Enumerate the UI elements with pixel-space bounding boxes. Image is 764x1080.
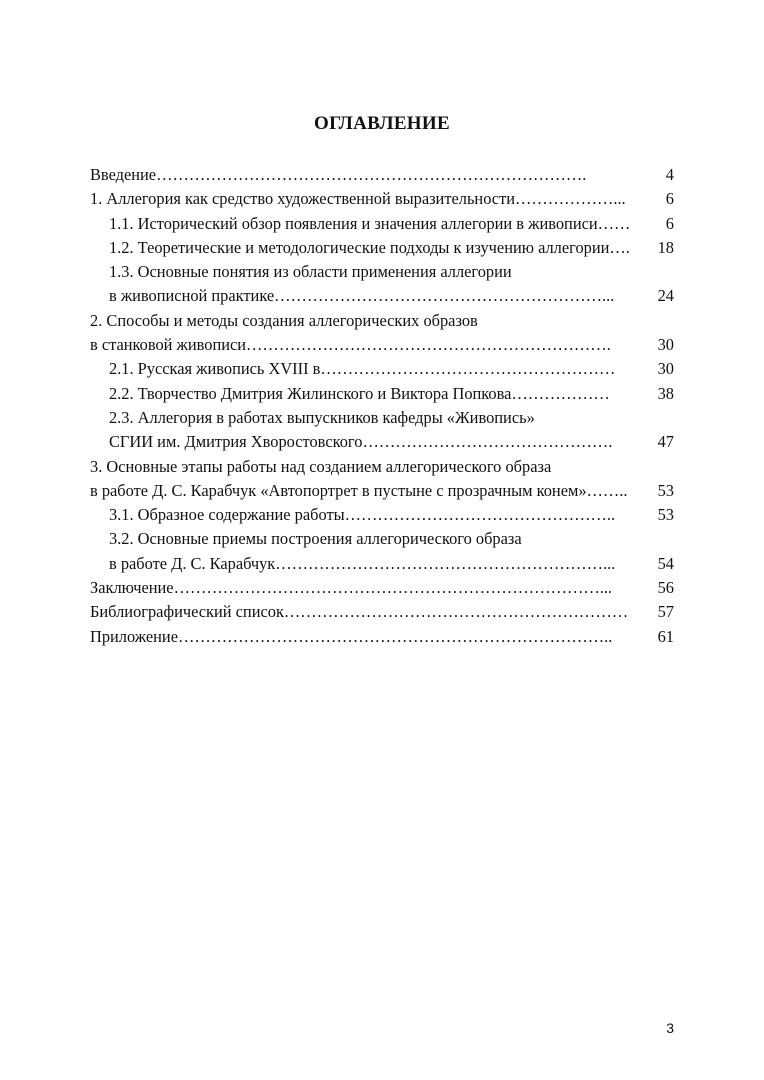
toc-entry [90,406,674,430]
toc-entry [90,552,674,576]
toc-entry-text: 3. Основные этапы работы над созданием аллегорического образа [90,456,552,476]
toc-entry-page: 30 [657,359,674,379]
toc-entry-text: 2.2. Творчество Дмитрия Жилинского и Виктора Попкова……………… [109,383,610,403]
toc-entry-text: 1.1. Исторический обзор появления и значения аллегории в живописи…… [109,213,631,233]
toc-entry-text: в живописной практике……………………………………………………... [109,286,615,306]
toc-entry-page: 53 [657,480,674,500]
toc-entry-text: 1.2. Теоретические и методологические подходы к изучению аллегории…. [109,237,630,257]
toc-entry [90,357,674,381]
toc-entry-page: 6 [665,189,674,209]
toc-entry-text: 3.1. Образное содержание работы………………………………………….. [109,505,616,525]
toc-entry-text: 1.3. Основные понятия из области применения аллегории [109,262,512,282]
toc-entry [90,236,674,260]
toc-entry-text: в работе Д. С. Карабчук……………………………………………………... [109,553,616,573]
toc-entry-page: 6 [665,213,674,233]
toc-entry-page: 56 [657,578,674,598]
toc-entry-page: 4 [665,165,674,184]
toc-entry-text: в станковой живописи…………………………………………………………. [90,335,611,355]
toc-entry-page: 57 [657,602,674,622]
toc-entry-page: 61 [657,626,674,646]
toc-entry [90,382,674,406]
toc-entry-text: Заключение……………………………………………………………………... [90,578,613,598]
toc-entry-text: в работе Д. С. Карабчук «Автопортрет в пустыне с прозрачным конем»…….. [90,480,628,500]
table-of-contents [90,163,674,649]
toc-entry [90,309,674,333]
toc-entry-text: 2.1. Русская живопись XVIII в……………………………………………… [109,359,616,379]
toc-entry-text: 3.2. Основные приемы построения аллегорического образа [109,529,522,549]
toc-entry-page: 54 [657,553,674,573]
toc-entry-text: СГИИ им. Дмитрия Хворостовского………………………………………. [109,432,613,452]
toc-entry-text: 2.3. Аллегория в работах выпускников кафедры «Живопись» [109,407,535,427]
toc-entry [90,527,674,551]
toc-entry-page: 24 [657,286,674,306]
toc-entry-text: Библиографический список……………………………………………………… [90,602,629,622]
page-title: ОГЛАВЛЕНИЕ [314,113,450,134]
toc-entry [90,503,674,527]
toc-entry-page: 18 [657,237,674,257]
toc-entry [90,576,674,600]
toc-entry-page: 47 [657,432,674,452]
toc-entry [90,430,674,454]
toc-entry [90,284,674,308]
toc-entry [90,333,674,357]
toc-entry-page: 53 [657,505,674,525]
toc-entry [90,625,674,649]
toc-entry [90,212,674,236]
toc-entry [90,163,674,187]
toc-entry-text: 1. Аллегория как средство художественной выразительности………………... [90,189,626,209]
toc-entry-text: Приложение…………………………………………………………………….. [90,626,613,646]
toc-entry [90,479,674,503]
toc-entry-page: 38 [657,383,674,403]
toc-entry-page: 30 [657,335,674,355]
toc-entry-text: Введение……………………………………………………………………. [90,165,587,184]
toc-entry [90,187,674,211]
toc-entry-text: 2. Способы и методы создания аллегорических образов [90,310,478,330]
toc-entry [90,260,674,284]
toc-entry [90,600,674,624]
page-number: 3 [666,1020,674,1036]
toc-entry [90,455,674,479]
